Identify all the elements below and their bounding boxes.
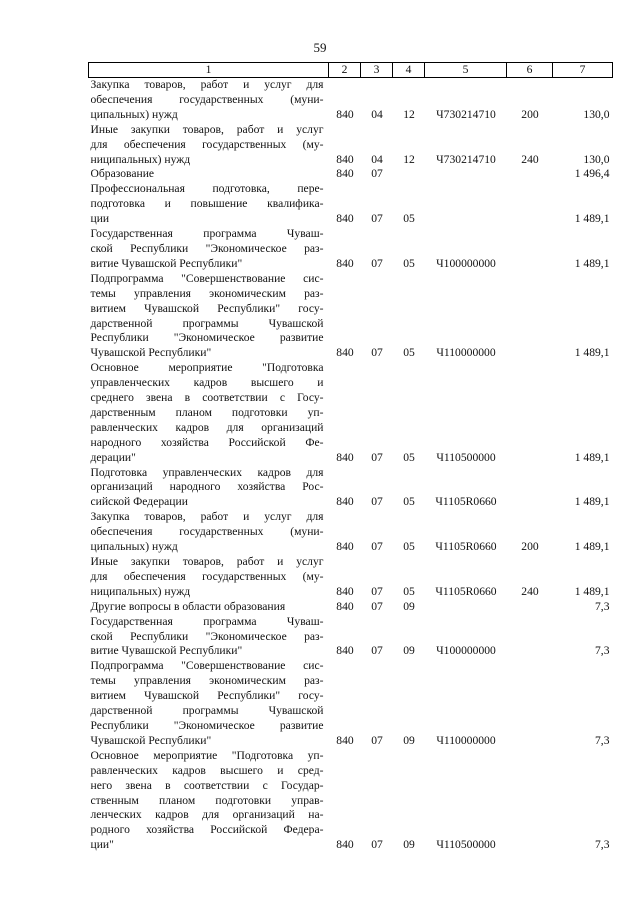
row-name-line: темы управления экономическим раз- [90, 286, 324, 300]
table-row [89, 272, 613, 361]
row-target-article: Ч110500000 [436, 838, 496, 852]
row-subsection-code: 09 [403, 644, 415, 658]
row-name-line: Чувашской Республики" [90, 733, 212, 747]
row-target-article: Ч1105R0660 [435, 540, 497, 554]
row-subsection-code: 09 [403, 599, 415, 613]
row-name-line: витием Чувашской Республики" госу- [90, 301, 324, 315]
row-ministry-code: 840 [336, 838, 354, 852]
table-body [89, 78, 613, 854]
row-expense-type [507, 615, 553, 660]
row-name [89, 167, 329, 182]
table-row [89, 78, 613, 123]
row-expense-type: 200 [521, 540, 539, 554]
row-name-line: ской Республики "Экономическое раз- [90, 241, 324, 255]
row-expense-type [507, 182, 553, 227]
row-name [89, 361, 329, 465]
row-name-line: Закупка товаров, работ и услуг для [90, 510, 324, 524]
row-target-article [425, 600, 507, 615]
row-subsection-code: 05 [403, 495, 415, 509]
row-subsection-code [393, 167, 425, 182]
row-amount: 130,0 [583, 152, 610, 166]
row-name [89, 659, 329, 748]
row-subsection-code: 05 [403, 584, 415, 598]
header-cell-2: 2 [329, 63, 361, 78]
row-name-line: дерации" [90, 450, 136, 464]
row-amount: 1 489,1 [574, 212, 610, 226]
row-name-line: Иные закупки товаров, работ и услуг [90, 555, 324, 568]
table-row [89, 600, 613, 615]
row-target-article [425, 167, 507, 182]
row-name-line: дарственным планом подготовки уп- [90, 405, 324, 419]
row-name-line: ниципальных) нужд [90, 152, 191, 166]
row-section-code: 07 [371, 584, 383, 598]
row-name-line: Образование [90, 167, 155, 181]
row-expense-type [507, 272, 553, 361]
row-ministry-code: 840 [336, 733, 354, 747]
row-section-code: 04 [371, 152, 383, 166]
row-name [89, 555, 329, 600]
row-ministry-code: 840 [336, 644, 354, 658]
budget-table [88, 62, 613, 853]
row-name-line: Основное мероприятие "Подготовка [90, 361, 324, 375]
row-name-line: Профессиональная подготовка, пере- [90, 182, 324, 196]
row-amount: 7,3 [595, 599, 610, 613]
row-name-line: Государственная программа Чуваш- [90, 614, 324, 628]
row-target-article: Ч100000000 [436, 644, 496, 658]
row-name-line: ции [90, 212, 110, 226]
table-row [89, 361, 613, 465]
row-name [89, 749, 329, 853]
row-name-line: для обеспечения государственных (му- [90, 137, 324, 151]
row-name-line: Государственная программа Чуваш- [90, 227, 324, 241]
row-amount: 1 489,1 [574, 450, 610, 464]
header-cell-5: 5 [425, 63, 507, 78]
row-name-line: дарственной программы Чувашской [90, 316, 324, 330]
table-row [89, 466, 613, 511]
row-expense-type [507, 600, 553, 615]
table-row [89, 749, 613, 853]
row-name-line: Чувашской Республики" [90, 346, 212, 360]
header-cell-6: 6 [507, 63, 553, 78]
row-section-code: 04 [371, 107, 383, 121]
table-row [89, 510, 613, 555]
row-name [89, 510, 329, 555]
row-name-line: обеспечения государственных (муни- [90, 525, 324, 539]
row-name-line: Республики "Экономическое развитие [90, 718, 324, 732]
row-name-line: него звена в соответствии с Государ- [90, 778, 324, 792]
row-amount: 7,3 [595, 838, 610, 852]
row-amount: 130,0 [583, 107, 610, 121]
row-section-code: 07 [371, 733, 383, 747]
row-expense-type [507, 361, 553, 465]
row-expense-type [507, 466, 553, 511]
table-row [89, 167, 613, 182]
row-name-line: витие Чувашской Республики" [90, 256, 243, 270]
row-name [89, 227, 329, 272]
row-ministry-code: 840 [336, 256, 354, 270]
row-name-line: сийской Федерации [90, 495, 188, 509]
row-name-line: ципальных) нужд [90, 107, 178, 121]
row-target-article: Ч730214710 [436, 107, 496, 121]
row-target-article: Ч110000000 [436, 346, 496, 360]
row-ministry-code: 840 [336, 584, 354, 598]
row-target-article: Ч110000000 [436, 733, 496, 747]
row-expense-type: 240 [521, 152, 539, 166]
row-name-line: организаций народного хозяйства Рос- [90, 480, 324, 494]
row-name-line: витие Чувашской Республики" [90, 644, 243, 658]
row-target-article: Ч1105R0660 [435, 584, 497, 598]
row-ministry-code: 840 [336, 450, 354, 464]
row-amount: 7,3 [595, 644, 610, 658]
row-section-code: 07 [371, 838, 383, 852]
row-name-line: для обеспечения государственных (му- [90, 569, 324, 583]
row-amount: 1 489,1 [574, 346, 610, 360]
row-amount: 1 489,1 [574, 256, 610, 270]
row-name [89, 123, 329, 168]
row-expense-type: 240 [521, 584, 539, 598]
row-section-code: 07 [371, 256, 383, 270]
row-name-line: равленческих кадров высшего и сред- [90, 763, 324, 777]
row-name-line: среднего звена в соответствии с Госу- [90, 391, 324, 405]
row-expense-type [507, 167, 553, 182]
table-row [89, 555, 613, 600]
row-name [89, 600, 329, 615]
row-target-article: Ч110500000 [436, 450, 496, 464]
row-name-line: дарственной программы Чувашской [90, 704, 324, 718]
row-name-line: ции" [90, 838, 114, 852]
row-ministry-code: 840 [336, 599, 354, 613]
row-subsection-code: 05 [403, 256, 415, 270]
row-name-line: Другие вопросы в области образования [90, 599, 286, 613]
row-name-line: обеспечения государственных (муни- [90, 92, 324, 106]
row-ministry-code: 840 [336, 212, 354, 226]
row-section-code: 07 [371, 495, 383, 509]
row-target-article: Ч730214710 [436, 152, 496, 166]
row-name [89, 466, 329, 511]
row-name-line: Подпрограмма "Совершенствование сис- [90, 659, 324, 673]
row-subsection-code: 12 [403, 152, 415, 166]
row-ministry-code: 840 [336, 540, 354, 554]
row-expense-type: 200 [521, 107, 539, 121]
row-subsection-code: 05 [403, 450, 415, 464]
row-target-article: Ч100000000 [436, 256, 496, 270]
row-section-code: 07 [371, 644, 383, 658]
header-cell-3: 3 [361, 63, 393, 78]
row-name [89, 272, 329, 361]
row-name-line: ской Республики "Экономическое раз- [90, 629, 324, 643]
row-name [89, 78, 329, 123]
row-target-article [425, 182, 507, 227]
row-ministry-code: 840 [336, 346, 354, 360]
row-name-line: родного хозяйства Российской Федера- [90, 823, 324, 837]
header-cell-4: 4 [393, 63, 425, 78]
page-number: 59 [313, 40, 327, 55]
table-row [89, 227, 613, 272]
row-name-line: Основное мероприятие "Подготовка уп- [90, 748, 324, 762]
row-name-line: Подготовка управленческих кадров для [90, 465, 324, 479]
table-row [89, 123, 613, 168]
row-section-code: 07 [371, 212, 383, 226]
row-name [89, 182, 329, 227]
row-expense-type [507, 227, 553, 272]
header-cell-1: 1 [89, 63, 329, 78]
row-name-line: ственным планом подготовки управ- [90, 793, 324, 807]
row-name-line: подготовка и повышение квалифика- [90, 197, 324, 211]
row-amount: 1 489,1 [574, 584, 610, 598]
row-amount: 1 489,1 [574, 495, 610, 509]
row-name [89, 615, 329, 660]
table-row [89, 659, 613, 748]
row-ministry-code: 840 [336, 167, 354, 181]
row-amount: 7,3 [595, 733, 610, 747]
row-target-article: Ч1105R0660 [435, 495, 497, 509]
row-subsection-code: 09 [403, 733, 415, 747]
row-amount: 1 489,1 [574, 540, 610, 554]
row-expense-type [507, 659, 553, 748]
row-section-code: 07 [371, 540, 383, 554]
header-cell-7: 7 [553, 63, 613, 78]
row-subsection-code: 05 [403, 540, 415, 554]
row-name-line: равленческих кадров для организаций [90, 420, 324, 434]
header-row [89, 63, 613, 78]
row-subsection-code: 09 [403, 838, 415, 852]
row-subsection-code: 05 [403, 212, 415, 226]
row-section-code: 07 [371, 346, 383, 360]
row-name-line: витием Чувашской Республики" госу- [90, 689, 324, 703]
table-row [89, 615, 613, 660]
row-name-line: темы управления экономическим раз- [90, 674, 324, 688]
row-name-line: ципальных) нужд [90, 540, 178, 554]
row-section-code: 07 [371, 167, 383, 181]
row-name-line: Иные закупки товаров, работ и услуг [90, 122, 324, 136]
row-section-code: 07 [371, 450, 383, 464]
row-expense-type [507, 749, 553, 853]
row-ministry-code: 840 [336, 152, 354, 166]
row-ministry-code: 840 [336, 107, 354, 121]
row-name-line: Республики "Экономическое развитие [90, 331, 324, 345]
row-ministry-code: 840 [336, 495, 354, 509]
row-name-line: ленческих кадров для организаций на- [90, 808, 324, 822]
row-name-line: управленческих кадров высшего и [90, 376, 324, 390]
row-name-line: ниципальных) нужд [90, 584, 191, 598]
row-name-line: Закупка товаров, работ и услуг для [90, 78, 324, 91]
row-section-code: 07 [371, 599, 383, 613]
row-subsection-code: 12 [403, 107, 415, 121]
table-row [89, 182, 613, 227]
row-amount: 1 496,4 [574, 167, 610, 181]
row-name-line: Подпрограмма "Совершенствование сис- [90, 271, 324, 285]
row-subsection-code: 05 [403, 346, 415, 360]
table-header [89, 63, 613, 78]
row-name-line: народного хозяйства Российской Фе- [90, 435, 324, 449]
